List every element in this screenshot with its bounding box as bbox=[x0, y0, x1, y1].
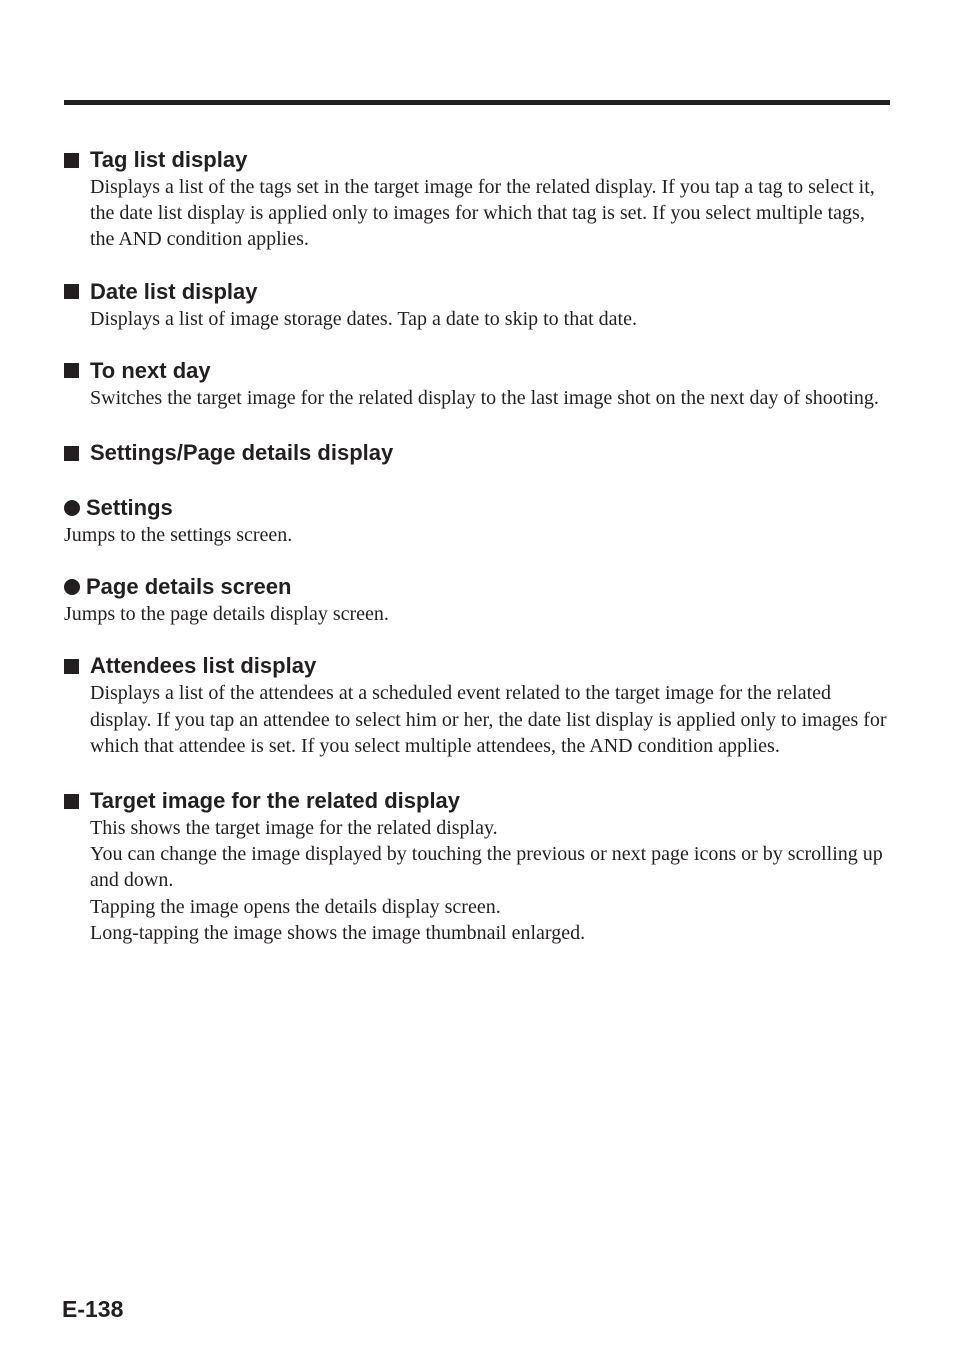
subsection-heading bbox=[64, 494, 892, 522]
section-body: Displays a list of the attendees at a scheduled event related to the target image for the related display. If you tap an attendee to select him or her, the date list display is applied only to images for which that attendee is set. If you select multiple attendees, the AND condition applies. bbox=[90, 682, 887, 757]
section-heading-text: Attendees list display bbox=[90, 653, 317, 679]
subsection-settings bbox=[64, 494, 892, 548]
circle-bullet-icon bbox=[64, 579, 80, 595]
section-tag-list-display bbox=[64, 146, 892, 253]
section-body: Displays a list of image storage dates. Tap a date to skip to that date. bbox=[90, 307, 637, 330]
square-bullet-icon bbox=[64, 284, 79, 299]
section-heading bbox=[64, 652, 892, 680]
square-bullet-icon bbox=[64, 446, 79, 461]
section-body: Displays a list of the tags set in the target image for the related display. If you tap a tag to select it, the date list display is applied only to images for which that tag is set. If you select multiple tags, the AND condition applies. bbox=[90, 176, 875, 251]
section-heading-text: Target image for the related display bbox=[90, 788, 461, 814]
section-heading bbox=[64, 439, 892, 467]
section-heading-text: Tag list display bbox=[90, 147, 248, 172]
square-bullet-icon bbox=[64, 794, 79, 809]
square-bullet-icon bbox=[64, 363, 79, 378]
section-body-line: This shows the target image for the related display. bbox=[90, 817, 498, 840]
section-heading-text: Date list display bbox=[90, 278, 258, 304]
subsection-heading-text: Settings bbox=[86, 495, 173, 521]
section-body-line: Long-tapping the image shows the image thumbnail enlarged. bbox=[90, 921, 586, 944]
section-body-line: Tapping the image opens the details display screen. bbox=[90, 895, 501, 918]
header-rule bbox=[64, 100, 890, 105]
square-bullet-icon bbox=[64, 153, 79, 168]
page-number: E-138 bbox=[62, 1296, 124, 1322]
section-heading-text: Settings/Page details display bbox=[90, 440, 394, 466]
section-heading bbox=[64, 278, 892, 306]
subsection-heading-text: Page details screen bbox=[86, 574, 292, 600]
section-settings-page-details bbox=[64, 439, 892, 627]
subsection-page-details-screen bbox=[64, 573, 892, 627]
subsection-body: Jumps to the page details display screen. bbox=[64, 603, 389, 626]
section-target-image bbox=[64, 787, 892, 946]
subsection-body: Jumps to the settings screen. bbox=[64, 524, 293, 547]
section-body: Switches the target image for the related display to the last image shot on the next day of shooting. bbox=[90, 386, 879, 409]
section-to-next-day bbox=[64, 357, 892, 411]
square-bullet-icon bbox=[64, 659, 79, 674]
section-date-list-display bbox=[64, 278, 892, 332]
subsection-heading bbox=[64, 573, 892, 601]
section-attendees-list-display bbox=[64, 652, 892, 759]
page-content bbox=[64, 146, 892, 971]
section-heading-text: To next day bbox=[90, 357, 211, 383]
section-heading bbox=[64, 357, 892, 385]
section-heading bbox=[64, 146, 892, 174]
section-heading bbox=[64, 787, 892, 815]
circle-bullet-icon bbox=[64, 500, 80, 516]
section-body-line: You can change the image displayed by touching the previous or next page icons or by scrolling up and down. bbox=[90, 843, 883, 892]
